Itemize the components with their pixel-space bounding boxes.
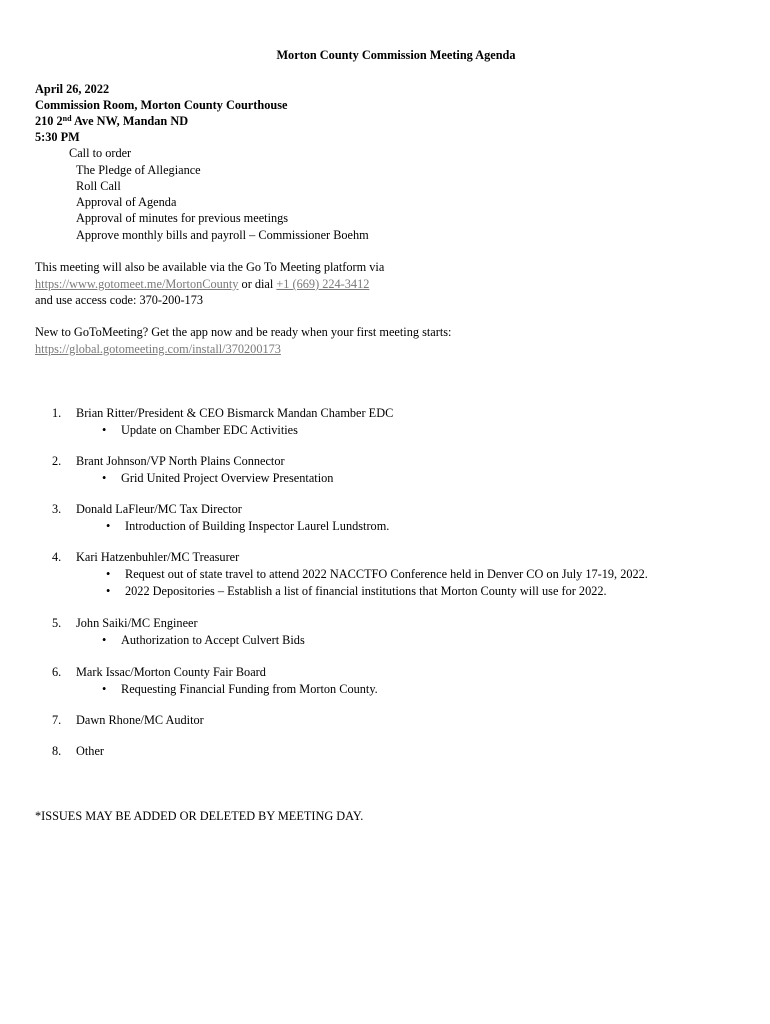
- bullet-icon: •: [102, 682, 107, 696]
- agenda-item-detail: 2022 Depositories – Establish a list of financial institutions that Morton County will use for 2022.: [125, 584, 607, 598]
- remote-intro: This meeting will also be available via the Go To Meeting platform via: [35, 260, 385, 274]
- agenda-item-detail: Grid United Project Overview Presentation: [121, 471, 334, 485]
- agenda-item-presenter: Dawn Rhone/MC Auditor: [76, 713, 204, 727]
- bullet-icon: •: [102, 423, 107, 437]
- or-dial-text: or dial: [238, 277, 277, 291]
- agenda-item-number: 1.: [52, 406, 62, 420]
- new-user-text: New to GoToMeeting? Get the app now and be ready when your first meeting starts:: [35, 325, 452, 339]
- bullet-icon: •: [106, 567, 111, 581]
- agenda-item-number: 8.: [52, 744, 62, 758]
- bullet-icon: •: [106, 519, 111, 533]
- opening-item-call-to-order: Call to order: [69, 146, 132, 160]
- agenda-item-detail: Authorization to Accept Culvert Bids: [121, 633, 305, 647]
- bullet-icon: •: [102, 633, 107, 647]
- agenda-item-number: 2.: [52, 454, 62, 468]
- page-title: Morton County Commission Meeting Agenda: [276, 48, 516, 62]
- bullet-icon: •: [106, 584, 111, 598]
- agenda-item-presenter: Kari Hatzenbuhler/MC Treasurer: [76, 550, 240, 564]
- opening-item-approval-agenda: Approval of Agenda: [76, 195, 177, 209]
- remote-dial-line: [35, 276, 369, 292]
- agenda-item-detail: Request out of state travel to attend 2022 NACCTFO Conference held in Denver CO on July 17-19, 2022.: [125, 567, 648, 581]
- agenda-item-number: 3.: [52, 502, 62, 516]
- meeting-time: 5:30 PM: [35, 130, 80, 144]
- agenda-item-number: 7.: [52, 713, 62, 727]
- footer-note: *ISSUES MAY BE ADDED OR DELETED BY MEETING DAY.: [35, 809, 364, 823]
- meeting-date: April 26, 2022: [35, 82, 110, 96]
- meeting-link[interactable]: https://www.gotomeet.me/MortonCounty: [35, 277, 239, 291]
- agenda-item-detail: Introduction of Building Inspector Laurel Lundstrom.: [125, 519, 390, 533]
- access-code: and use access code: 370-200-173: [35, 293, 204, 307]
- agenda-item-detail: Requesting Financial Funding from Morton County.: [121, 682, 378, 696]
- agenda-item-presenter: Brian Ritter/President & CEO Bismarck Mandan Chamber EDC: [76, 406, 394, 420]
- opening-item-pledge: The Pledge of Allegiance: [76, 163, 201, 177]
- install-link[interactable]: https://global.gotomeeting.com/install/370200173: [35, 342, 281, 356]
- agenda-item-number: 6.: [52, 665, 62, 679]
- agenda-item-number: 5.: [52, 616, 62, 630]
- agenda-item-presenter: Other: [76, 744, 104, 758]
- address-number: 210 2: [35, 114, 63, 128]
- agenda-item-detail: Update on Chamber EDC Activities: [121, 423, 298, 437]
- agenda-item-presenter: John Saiki/MC Engineer: [76, 616, 198, 630]
- bullet-icon: •: [102, 471, 107, 485]
- meeting-address: [35, 113, 188, 129]
- agenda-item-presenter: Mark Issac/Morton County Fair Board: [76, 665, 266, 679]
- address-street: Ave NW, Mandan ND: [71, 114, 189, 128]
- address-ordinal: nd: [62, 114, 72, 123]
- phone-link[interactable]: +1 (669) 224-3412: [276, 277, 370, 291]
- opening-item-approval-minutes: Approval of minutes for previous meetings: [76, 211, 289, 225]
- opening-item-bills-payroll: Approve monthly bills and payroll – Commissioner Boehm: [76, 228, 369, 242]
- opening-item-roll-call: Roll Call: [76, 179, 121, 193]
- agenda-item-presenter: Donald LaFleur/MC Tax Director: [76, 502, 242, 516]
- install-link-line: [35, 341, 281, 357]
- agenda-item-presenter: Brant Johnson/VP North Plains Connector: [76, 454, 285, 468]
- agenda-item-number: 4.: [52, 550, 62, 564]
- meeting-location: Commission Room, Morton County Courthouse: [35, 98, 288, 112]
